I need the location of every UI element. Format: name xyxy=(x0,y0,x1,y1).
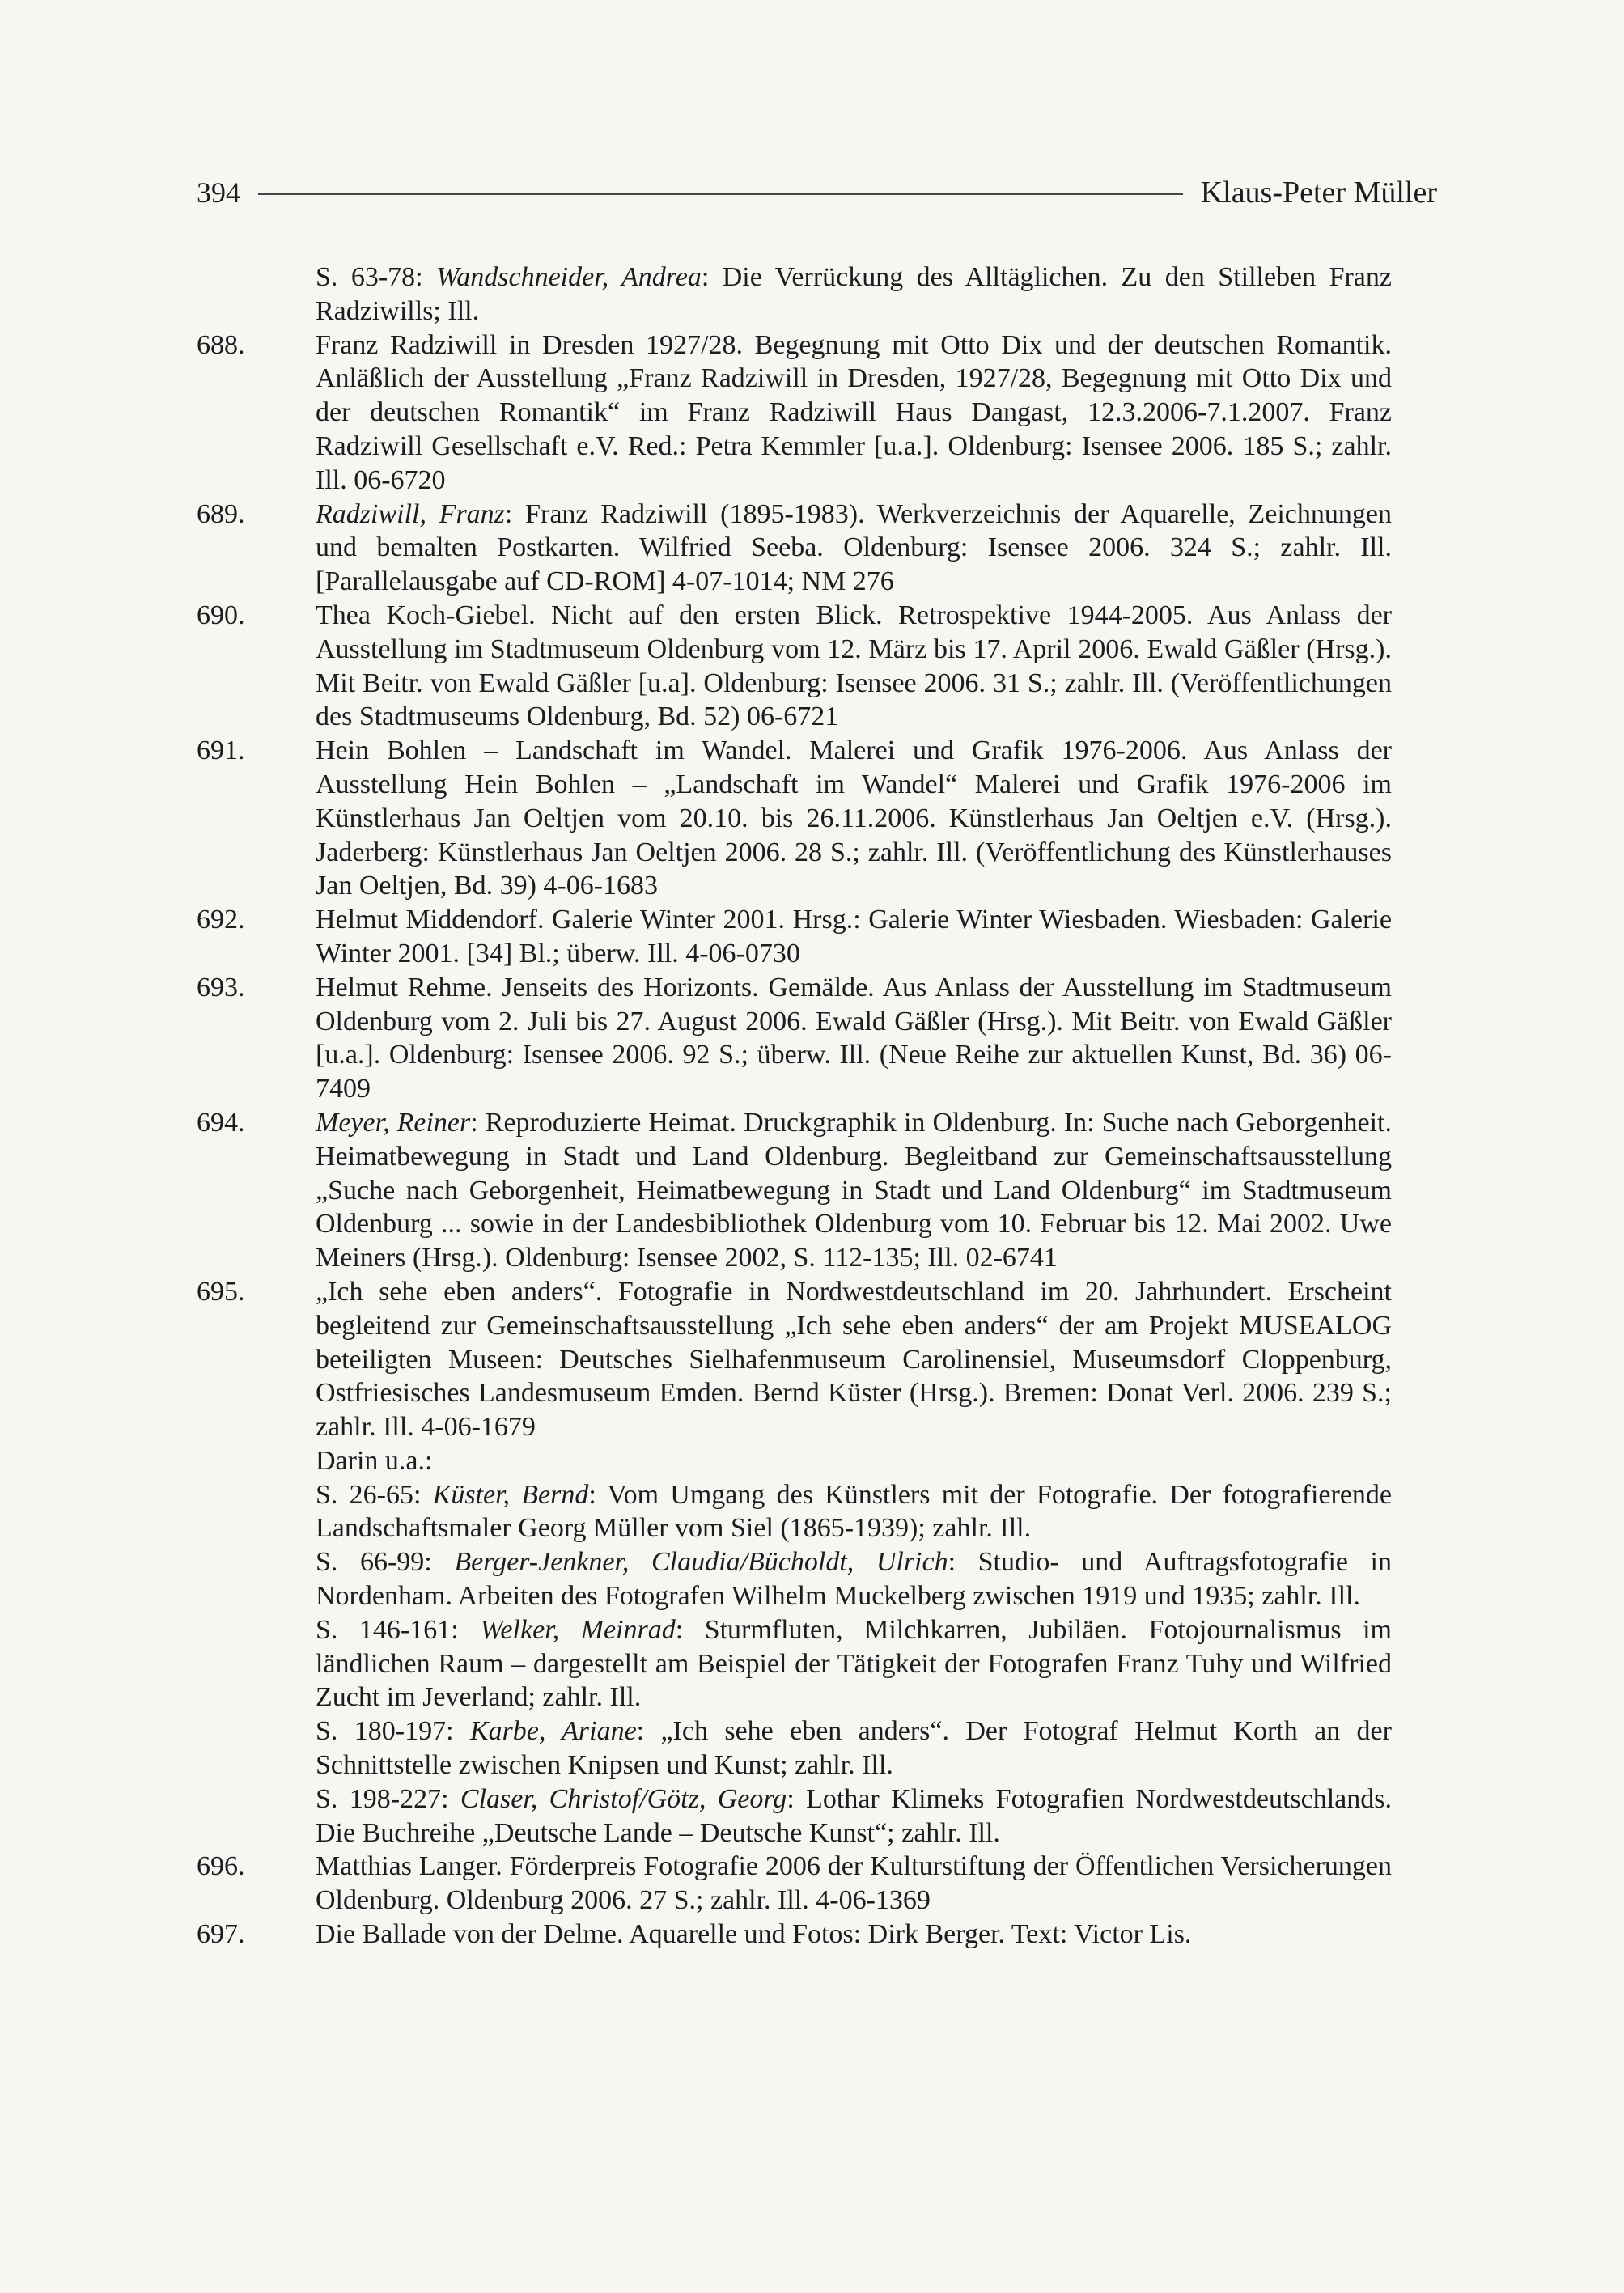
entry-fragment: S. 180-197: xyxy=(316,1716,470,1747)
entry-fragment: : Franz Radziwill (1895-1983). Werkverzeichnis der Aquarelle, Zeichnungen und bemalten Postkarten. Wilfried Seeba. Oldenburg: Isensee 2006. 324 S.; zahlr. Ill. [Parallelausgabe auf CD-ROM] 4-07-1014; NM 276 xyxy=(316,498,1392,597)
entry-fragment: : Studio- und Auftragsfotografie in Nordenham. Arbeiten des Fotografen Wilhelm Muckelberg zwischen 1919 und 1935; zahlr. Ill. xyxy=(316,1547,1392,1612)
page-number: 394 xyxy=(197,176,240,209)
entry-fragment: „Ich sehe eben anders“. Fotografie in Nordwestdeutschland im 20. Jahrhundert. Erscheint begleitend zur Gemeinschaftsausstellung „Ich sehe eben anders“ der am Projekt MUSEALOG beteiligten Museen: Deutsches Sielhafenmuseum Carolinensiel, Museumsdorf Cloppenburg, Ostfriesisches Landesmuseum Emden. Bernd Küster (Hrsg.). Bremen: Donat Verl. 2006. 239 S.; zahlr. Ill. 4-06-1679 xyxy=(316,1276,1392,1443)
entry-text xyxy=(316,328,1392,498)
entry-fragment: : Lothar Klimeks Fotografien Nordwestdeutschlands. Die Buchreihe „Deutsche Lande – Deutsche Kunst“; zahlr. Ill. xyxy=(316,1783,1392,1848)
entry-subline xyxy=(316,1545,1392,1613)
bibliography-entry xyxy=(197,599,1392,734)
author-name: Meyer, Reiner xyxy=(316,1107,471,1138)
entry-number: 693. xyxy=(197,972,245,1002)
author-name: Welker, Meinrad xyxy=(480,1614,676,1645)
entry-fragment: : „Ich sehe eben anders“. Der Fotograf Helmut Korth an der Schnittstelle zwischen Knipsen und Kunst; zahlr. Ill. xyxy=(316,1716,1392,1781)
entry-fragment: S. 146-161: xyxy=(316,1614,481,1645)
entry-subline xyxy=(316,1613,1392,1714)
entry-subline xyxy=(316,1782,1392,1850)
author-name: Wandschneider, Andrea xyxy=(436,262,702,292)
author-name: Claser, Christof/Götz, Georg xyxy=(460,1783,787,1814)
entry-fragment: Matthias Langer. Förderpreis Fotografie 2006 der Kulturstiftung der Öffentlichen Versicherungen Oldenburg. Oldenburg 2006. 27 S.; zahlr. Ill. 4-06-1369 xyxy=(316,1851,1392,1916)
bibliography-entry xyxy=(197,498,1392,599)
entry-number: 691. xyxy=(197,735,245,766)
entry-subline xyxy=(316,1714,1392,1782)
entry-text xyxy=(316,599,1392,734)
entry-text xyxy=(316,1850,1392,1918)
entry-fragment: Helmut Rehme. Jenseits des Horizonts. Gemälde. Aus Anlass der Ausstellung im Stadtmuseum Oldenburg vom 2. Juli bis 27. August 2006. Ewald Gäßler (Hrsg.). Mit Beitr. von Ewald Gäßler [u.a.]. Oldenburg: Isensee 2006. 92 S.; überw. Ill. (Neue Reihe zur aktuellen Kunst, Bd. 36) 06-7409 xyxy=(316,972,1392,1104)
entry-fragment: S. 66-99: xyxy=(316,1547,455,1578)
bibliography-list xyxy=(197,261,1392,1952)
bibliography-entry xyxy=(197,1275,1392,1850)
entry-number: 696. xyxy=(197,1851,245,1882)
entry-text xyxy=(316,498,1392,599)
entry-fragment: S. 63-78: xyxy=(316,262,437,292)
entry-text xyxy=(316,903,1392,971)
bibliography-entry xyxy=(197,1106,1392,1275)
author-name: Berger-Jenkner, Claudia/Bücholdt, Ulrich xyxy=(454,1547,948,1578)
header-rule xyxy=(258,193,1183,195)
entry-number: 690. xyxy=(197,600,245,630)
entry-fragment: : Die Verrückung des Alltäglichen. Zu den Stilleben Franz Radziwills; Ill. xyxy=(316,262,1392,326)
entry-number: 697. xyxy=(197,1919,245,1950)
entry-text xyxy=(316,734,1392,903)
entry-fragment: Helmut Middendorf. Galerie Winter 2001. Hrsg.: Galerie Winter Wiesbaden. Wiesbaden: Galerie Winter 2001. [34] Bl.; überw. Ill. 4-06-0730 xyxy=(316,905,1392,968)
running-header xyxy=(197,168,1437,217)
bibliography-entry xyxy=(197,734,1392,903)
author-name: Karbe, Ariane xyxy=(469,1716,637,1747)
entry-text xyxy=(316,1918,1392,1952)
entry-number: 689. xyxy=(197,498,245,529)
bibliography-entry xyxy=(197,328,1392,498)
entry-fragment: Thea Koch-Giebel. Nicht auf den ersten Blick. Retrospektive 1944-2005. Aus Anlass der Ausstellung im Stadtmuseum Oldenburg vom 12. März bis 17. April 2006. Ewald Gäßler (Hrsg.). Mit Beitr. von Ewald Gäßler [u.a]. Oldenburg: Isensee 2006. 31 S.; zahlr. Ill. (Veröffentlichungen des Stadtmuseums Oldenburg, Bd. 52) 06-6721 xyxy=(316,600,1392,732)
bibliography-entry xyxy=(197,261,1392,328)
entry-text xyxy=(316,1275,1392,1850)
entry-number: 688. xyxy=(197,329,245,360)
entry-number: 694. xyxy=(197,1107,245,1138)
author-name: Küster, Bernd xyxy=(432,1479,589,1510)
entry-fragment: S. 26-65: xyxy=(316,1479,433,1510)
bibliography-entry xyxy=(197,1918,1392,1952)
entry-fragment: : Sturmfluten, Milchkarren, Jubiläen. Fotojournalismus im ländlichen Raum – dargestellt am Beispiel der Tätigkeit der Fotografen Franz Tuhy und Wilfried Zucht im Jeverland; zahlr. Ill. xyxy=(316,1614,1392,1713)
entry-fragment: Franz Radziwill in Dresden 1927/28. Begegnung mit Otto Dix und der deutschen Romantik. Anläßlich der Ausstellung „Franz Radziwill in Dresden, 1927/28, Begegnung mit Otto Dix und der deutschen Romantik“ im Franz Radziwill Haus Dangast, 12.3.2006-7.1.2007. Franz Radziwill Gesellschaft e.V. Red.: Petra Kemmler [u.a.]. Oldenburg: Isensee 2006. 185 S.; zahlr. Ill. 06-6720 xyxy=(316,329,1392,495)
entry-fragment: Hein Bohlen – Landschaft im Wandel. Malerei und Grafik 1976-2006. Aus Anlass der Ausstellung Hein Bohlen – „Landschaft im Wandel“ Malerei und Grafik 1976-2006 im Künstlerhaus Jan Oeltjen vom 20.10. bis 26.11.2006. Künstlerhaus Jan Oeltjen e.V. (Hrsg.). Jaderberg: Künstlerhaus Jan Oeltjen 2006. 28 S.; zahlr. Ill. (Veröffentlichung des Künstlerhauses Jan Oeltjen, Bd. 39) 4-06-1683 xyxy=(316,735,1392,901)
bibliography-entry xyxy=(197,1850,1392,1918)
entry-fragment: S. 198-227: xyxy=(316,1783,460,1814)
entry-fragment: : Vom Umgang des Künstlers mit der Fotografie. Der fotografierende Landschaftsmaler Georg Müller vom Siel (1865-1939); zahlr. Ill. xyxy=(316,1479,1393,1544)
bibliography-entry xyxy=(197,903,1392,971)
entry-text xyxy=(316,1106,1392,1275)
entry-fragment: Darin u.a.: xyxy=(316,1445,433,1476)
entry-subline xyxy=(316,1444,1392,1478)
entry-fragment: Die Ballade von der Delme. Aquarelle und Fotos: Dirk Berger. Text: Victor Lis. xyxy=(316,1919,1192,1950)
author-name: Radziwill, Franz xyxy=(316,498,505,529)
entry-text xyxy=(316,261,1392,328)
entry-text xyxy=(316,971,1392,1106)
entry-subline xyxy=(316,1478,1392,1546)
running-title: Klaus-Peter Müller xyxy=(1200,176,1437,210)
entry-number: 695. xyxy=(197,1276,245,1307)
bibliography-entry xyxy=(197,971,1392,1106)
entry-fragment: : Reproduzierte Heimat. Druckgraphik in Oldenburg. In: Suche nach Geborgenheit. Heimatbewegung in Stadt und Land Oldenburg. Begleitband zur Gemeinschaftsausstellung „Suche nach Geborgenheit, Heimatbewegung in Stadt und Land Oldenburg“ im Stadtmuseum Oldenburg ... sowie in der Landesbibliothek Oldenburg vom 10. Februar bis 12. Mai 2002. Uwe Meiners (Hrsg.). Oldenburg: Isensee 2002, S. 112-135; Ill. 02-6741 xyxy=(316,1107,1393,1274)
entry-number: 692. xyxy=(197,905,245,935)
